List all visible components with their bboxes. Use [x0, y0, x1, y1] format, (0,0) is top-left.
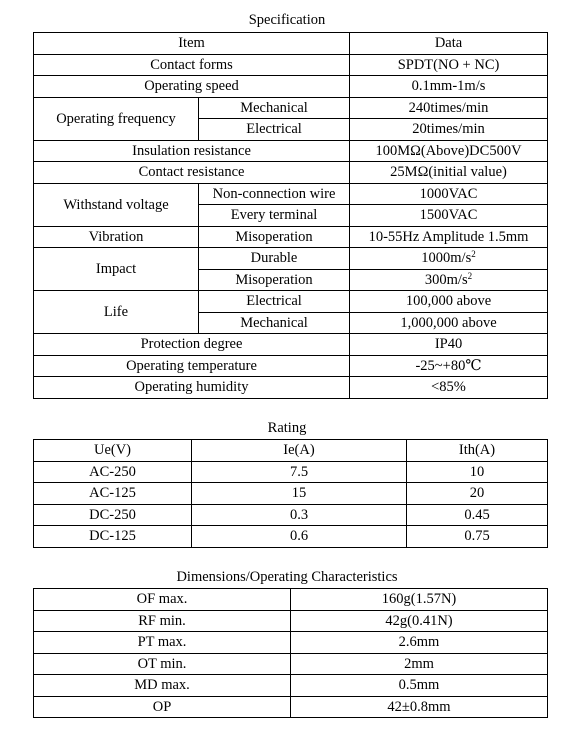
every-terminal-label: Every terminal: [199, 205, 350, 227]
header-data: Data: [350, 33, 548, 55]
table-row: [34, 183, 548, 205]
rating-cell: AC-250: [34, 461, 192, 483]
dimension-label: RF min.: [34, 610, 291, 632]
impact-durable-value: [350, 248, 548, 270]
table-row: [34, 377, 548, 399]
rating-cell: DC-250: [34, 504, 192, 526]
operating-frequency-electrical-value: 20times/min: [350, 119, 548, 141]
dimension-label: OF max.: [34, 589, 291, 611]
table-row: [34, 140, 548, 162]
header-item: Item: [34, 33, 350, 55]
dimension-value: 0.5mm: [291, 675, 548, 697]
table-row: [34, 589, 548, 611]
table-row: [34, 248, 548, 270]
spec-title: Specification: [248, 12, 326, 28]
operating-speed-label: Operating speed: [34, 76, 350, 98]
rating-cell: 0.45: [407, 504, 548, 526]
rating-title: Rating: [267, 420, 307, 436]
table-row: [34, 33, 548, 55]
dimension-value: 2mm: [291, 653, 548, 675]
dimension-label: OP: [34, 696, 291, 718]
table-row: [34, 334, 548, 356]
impact-misoperation-value: [350, 269, 548, 291]
insulation-resistance-value: 100MΩ(Above)DC500V: [350, 140, 548, 162]
table-row: [34, 610, 548, 632]
table-row: [34, 483, 548, 505]
table-row: [34, 162, 548, 184]
contact-forms-value: SPDT(NO + NC): [350, 54, 548, 76]
rating-cell: 0.6: [192, 526, 407, 548]
protection-degree-value: IP40: [350, 334, 548, 356]
table-row: [34, 440, 548, 462]
non-connection-wire-label: Non-connection wire: [199, 183, 350, 205]
table-row: [34, 461, 548, 483]
impact-durable-exponent: 2: [471, 249, 476, 260]
table-row: [34, 696, 548, 718]
operating-humidity-label: Operating humidity: [34, 377, 350, 399]
non-connection-wire-value: 1000VAC: [350, 183, 548, 205]
dimensions-title: Dimensions/Operating Characteristics: [176, 569, 398, 585]
rating-header-ith: Ith(A): [407, 440, 548, 462]
operating-frequency-mechanical-value: 240times/min: [350, 97, 548, 119]
rating-cell: 0.3: [192, 504, 407, 526]
rating-cell: AC-125: [34, 483, 192, 505]
withstand-voltage-label: Withstand voltage: [34, 183, 199, 226]
life-label: Life: [34, 291, 199, 334]
vibration-label: Vibration: [34, 226, 199, 248]
life-mechanical-label: Mechanical: [199, 312, 350, 334]
impact-durable-label: Durable: [199, 248, 350, 270]
every-terminal-value: 1500VAC: [350, 205, 548, 227]
spec-table: [33, 32, 548, 399]
impact-misoperation-number: 300m/s: [424, 271, 468, 288]
life-electrical-value: 100,000 above: [350, 291, 548, 313]
dimension-label: MD max.: [34, 675, 291, 697]
rating-cell: 20: [407, 483, 548, 505]
table-row: [34, 632, 548, 654]
contact-forms-label: Contact forms: [34, 54, 350, 76]
dimension-value: 2.6mm: [291, 632, 548, 654]
table-row: [34, 504, 548, 526]
vibration-value: 10-55Hz Amplitude 1.5mm: [350, 226, 548, 248]
table-row: [34, 653, 548, 675]
rating-header-ie: Ie(A): [192, 440, 407, 462]
protection-degree-label: Protection degree: [34, 334, 350, 356]
operating-humidity-value: <85%: [350, 377, 548, 399]
rating-cell: DC-125: [34, 526, 192, 548]
impact-label: Impact: [34, 248, 199, 291]
dimension-label: OT min.: [34, 653, 291, 675]
insulation-resistance-label: Insulation resistance: [34, 140, 350, 162]
operating-frequency-label: Operating frequency: [34, 97, 199, 140]
operating-temperature-value: -25~+80℃: [350, 355, 548, 377]
operating-frequency-mechanical-label: Mechanical: [199, 97, 350, 119]
table-row: [34, 355, 548, 377]
vibration-sub-label: Misoperation: [199, 226, 350, 248]
table-row: [34, 54, 548, 76]
rating-header-ue: Ue(V): [34, 440, 192, 462]
table-row: [34, 97, 548, 119]
life-electrical-label: Electrical: [199, 291, 350, 313]
dimension-value: 42g(0.41N): [291, 610, 548, 632]
table-row: [34, 675, 548, 697]
table-row: [34, 526, 548, 548]
contact-resistance-label: Contact resistance: [34, 162, 350, 184]
table-row: [34, 226, 548, 248]
rating-cell: 0.75: [407, 526, 548, 548]
operating-speed-value: 0.1mm-1m/s: [350, 76, 548, 98]
operating-frequency-electrical-label: Electrical: [199, 119, 350, 141]
rating-cell: 7.5: [192, 461, 407, 483]
rating-table: [33, 439, 548, 548]
dimension-value: 42±0.8mm: [291, 696, 548, 718]
rating-cell: 10: [407, 461, 548, 483]
table-row: [34, 76, 548, 98]
impact-misoperation-exponent: 2: [467, 270, 473, 281]
impact-durable-number: 1000m/s: [421, 250, 472, 267]
dimension-value: 160g(1.57N): [291, 589, 548, 611]
table-row: [34, 291, 548, 313]
contact-resistance-value: 25MΩ(initial value): [350, 162, 548, 184]
life-mechanical-value: 1,000,000 above: [350, 312, 548, 334]
dimensions-table: [33, 588, 548, 718]
operating-temperature-label: Operating temperature: [34, 355, 350, 377]
rating-cell: 15: [192, 483, 407, 505]
impact-misoperation-label: Misoperation: [199, 269, 350, 291]
dimension-label: PT max.: [34, 632, 291, 654]
